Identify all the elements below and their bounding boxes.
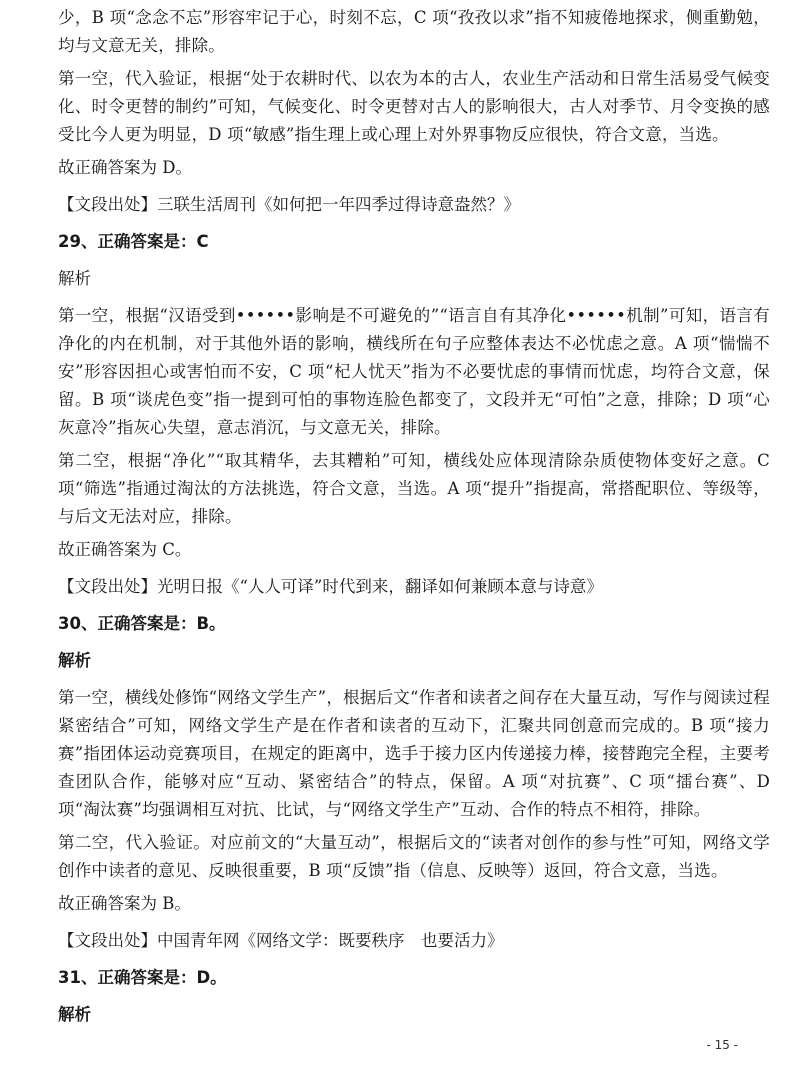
q29-paragraph-1: 第一空，根据“汉语受到••••••影响是不可避免的”“语言自有其净化••••••机制”可知，语言有净化的内在机制，对于其他外语的影响，横线所在句子应整体表达不必忧虑之意。A 项“惴惴不安”形容因担心或害怕而不安，C 项“杞人忧天”指为不必要忧虑的事情而忧虑，均符合文意，保留。B 项“谈虎色变”指一提到可怕的事物连脸色都变了，文段并无“可怕”之意，排除；D 项“心灰意冷”指灰心失望，意志消沉，与文意无关，排除。 [58,306,770,437]
q30-source: 【文段出处】中国青年网《网络文学：既要秩序 也要活力》 [58,931,504,950]
q29-answer: 故正确答案为 C。 [58,540,192,559]
q30-answer: 故正确答案为 B。 [58,894,191,913]
q28-source: 【文段出处】三联生活周刊《如何把一年四季过得诗意盎然？》 [58,195,520,214]
page-number: - 15 - [706,1038,738,1052]
q30-paragraph-2: 第二空，代入验证。对应前文的“大量互动”，根据后文的“读者对创作的参与性”可知，网络文学创作中读者的意见、反映很重要，B 项“反馈”指（信息、反映等）返回，符合文意，当选。 [58,833,770,880]
q29-source: 【文段出处】光明日报《“人人可译”时代到来，翻译如何兼顾本意与诗意》 [58,577,603,596]
q29-analysis-label: 解析 [58,269,91,288]
q30-heading: 30、正确答案是：B。 [58,614,226,633]
q30-paragraph-1: 第一空，横线处修饰“网络文学生产”，根据后文“作者和读者之间存在大量互动，写作与阅读过程紧密结合”可知，网络文学生产是在作者和读者的互动下，汇聚共同创意而完成的。B 项“接力赛”指团体运动竞赛项目，在规定的距离中，选手于接力区内传递接力棒，接替跑完全程，主要考查团队合作，能够对应“互动、紧密结合”的特点，保留。A 项“对抗赛”、C 项“擂台赛”、D 项“淘汰赛”均强调相互对抗、比试，与“网络文学生产”互动、合作的特点不相符，排除。 [58,688,770,819]
q28-paragraph-2: 第一空，代入验证，根据“处于农耕时代、以农为本的古人，农业生产活动和日常生活易受气候变化、时令更替的制约”可知，气候变化、时令更替对古人的影响很大，古人对季节、月令变换的感受比今人更为明显，D 项“敏感”指生理上或心理上对外界事物反应很快，符合文意，当选。 [58,69,770,144]
q31-heading: 31、正确答案是：D。 [58,968,227,987]
document-page [58,4,770,1038]
q28-answer: 故正确答案为 D。 [58,158,192,177]
q28-paragraph-1: 少，B 项“念念不忘”形容牢记于心，时刻不忘，C 项“孜孜以求”指不知疲倦地探求，侧重勤勉，均与文意无关，排除。 [58,8,770,55]
q29-heading: 29、正确答案是：C [58,232,209,251]
q31-analysis-label: 解析 [58,1005,91,1024]
q30-analysis-label: 解析 [58,651,91,670]
q29-paragraph-2: 第二空，根据“净化”“取其精华，去其糟粕”可知，横线处应体现清除杂质使物体变好之意。C 项“筛选”指通过淘汰的方法挑选，符合文意，当选。A 项“提升”指提高，常搭配职位、等级等，与后文无法对应，排除。 [58,451,770,526]
